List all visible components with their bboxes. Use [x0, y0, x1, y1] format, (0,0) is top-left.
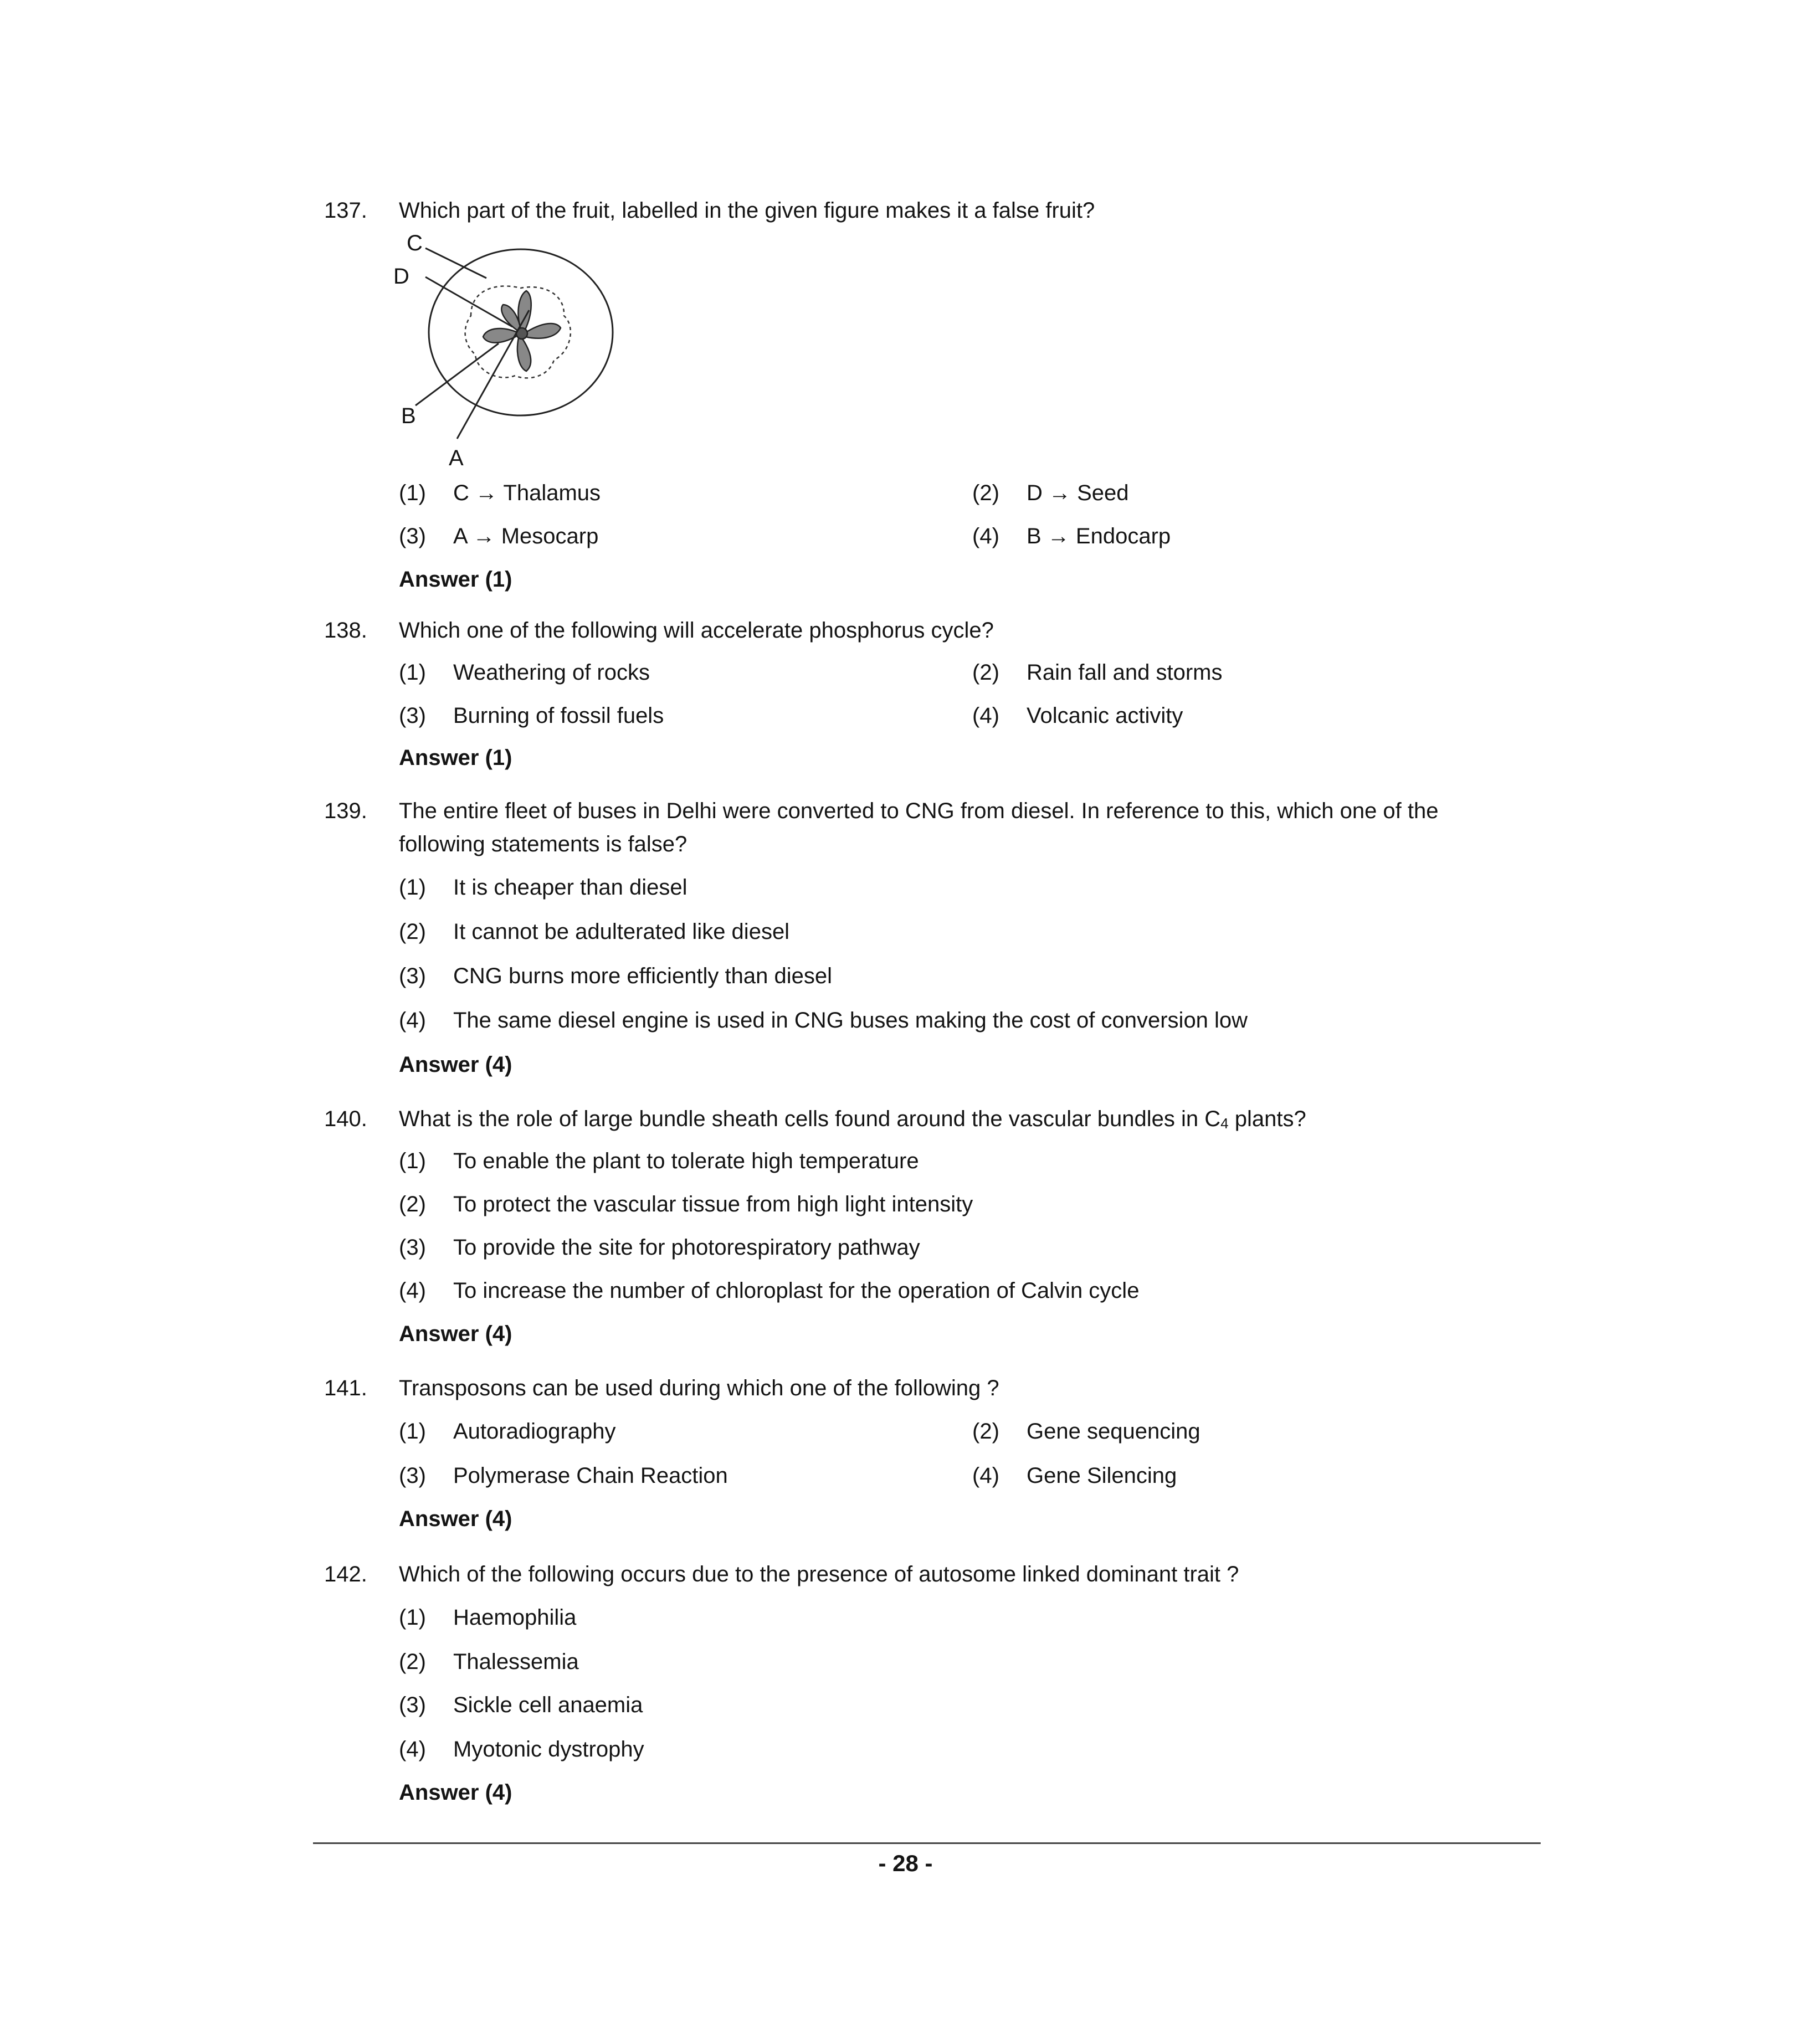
question-number: 140.: [324, 1107, 367, 1131]
option-3: (3) CNG burns more efficiently than diesel: [399, 964, 833, 988]
question-number: 142.: [324, 1562, 367, 1586]
answer: Answer (1): [399, 746, 512, 770]
option-3: (3) Burning of fossil fuels: [399, 703, 664, 728]
answer: Answer (4): [399, 1780, 512, 1805]
question-number: 138.: [324, 618, 367, 643]
footer-divider: [313, 1842, 1541, 1844]
option-4: (4) Gene Silencing: [972, 1463, 1177, 1488]
option-1: (1) Weathering of rocks: [399, 660, 650, 685]
label-d: D: [393, 264, 409, 289]
option-1: (1) To enable the plant to tolerate high temperature: [399, 1149, 919, 1173]
option-4: (4) Volcanic activity: [972, 703, 1183, 728]
answer: Answer (4): [399, 1052, 512, 1077]
option-4: (4) The same diesel engine is used in CNG buses making the cost of conversion low: [399, 1008, 1248, 1033]
question-text: Transposons can be used during which one of the following ?: [399, 1376, 999, 1400]
label-b: B: [401, 404, 416, 428]
answer: Answer (4): [399, 1322, 512, 1346]
option-2: (2) To protect the vascular tissue from high light intensity: [399, 1192, 973, 1216]
question-text-line-2: following statements is false?: [399, 832, 688, 856]
option-2: (2) Thalessemia: [399, 1650, 579, 1674]
option-2: (2) D → Seed: [972, 481, 1129, 505]
question-text: Which part of the fruit, labelled in the given figure makes it a false fruit?: [399, 198, 1095, 223]
label-c: C: [407, 233, 423, 255]
option-3: (3) A → Mesocarp: [399, 524, 599, 548]
option-3: (3) Sickle cell anaemia: [399, 1693, 643, 1717]
question-text: Which of the following occurs due to the presence of autosome linked dominant trait ?: [399, 1562, 1239, 1586]
option-2: (2) Gene sequencing: [972, 1419, 1201, 1444]
label-a: A: [449, 446, 464, 470]
fruit-section-figure: [388, 233, 632, 476]
option-3: (3) To provide the site for photorespiratory pathway: [399, 1235, 920, 1260]
question-text: What is the role of large bundle sheath cells found around the vascular bundles in $C_4$ plants?: [399, 1107, 1306, 1132]
question-text: Which one of the following will accelerate phosphorus cycle?: [399, 618, 994, 643]
option-4: (4) To increase the number of chloroplast for the operation of Calvin cycle: [399, 1278, 1140, 1303]
page-number: - 28 -: [878, 1850, 933, 1876]
option-4: (4) B → Endocarp: [972, 524, 1171, 548]
option-2: (2) Rain fall and storms: [972, 660, 1223, 685]
answer: Answer (1): [399, 567, 512, 592]
option-3: (3) Polymerase Chain Reaction: [399, 1463, 728, 1488]
option-4: (4) Myotonic dystrophy: [399, 1737, 644, 1761]
question-number: 139.: [324, 799, 367, 823]
question-number: 141.: [324, 1376, 367, 1400]
fruit-core: [483, 291, 561, 371]
option-1: (1) C → Thalamus: [399, 481, 601, 505]
question-number: 137.: [324, 198, 367, 223]
question-text-line-1: The entire fleet of buses in Delhi were converted to CNG from diesel. In reference to this, which one of the: [399, 799, 1439, 823]
option-2: (2) It cannot be adulterated like diesel: [399, 920, 790, 944]
option-1: (1) It is cheaper than diesel: [399, 875, 688, 900]
answer: Answer (4): [399, 1507, 512, 1531]
option-1: (1) Autoradiography: [399, 1419, 616, 1444]
option-1: (1) Haemophilia: [399, 1605, 577, 1630]
